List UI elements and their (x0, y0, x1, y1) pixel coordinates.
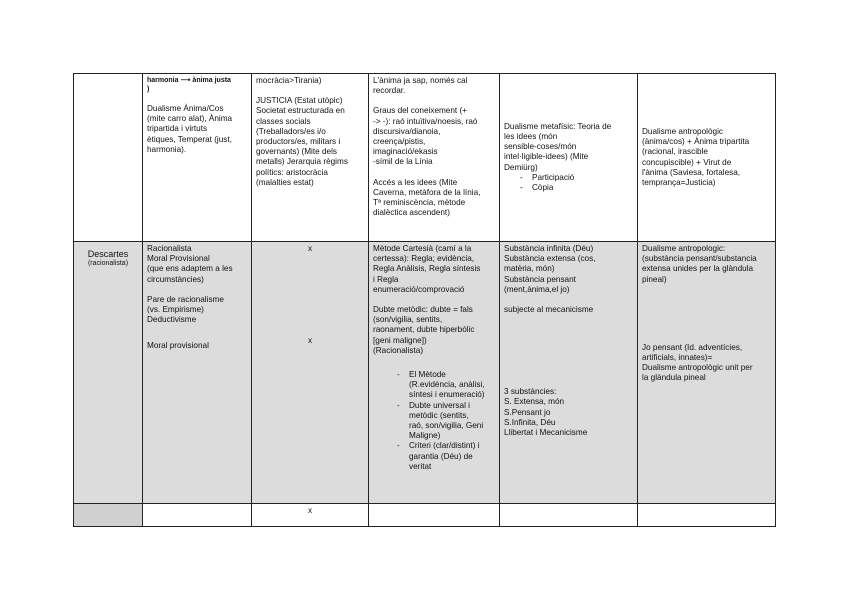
cell-reality (500, 74, 638, 242)
list-item: - Participació (518, 173, 633, 183)
cell-politics-mark: x (307, 336, 313, 346)
cell-ethics-p1: Racionalista Moral Provisional (que ens adaptem a les circumstàncies) (147, 244, 233, 284)
cell-knowledge-p3: Accés a les idees (Mite Caverna, metàfora de la línia, Tª reminiscència, mètode dialèctica ascendent) (373, 177, 481, 218)
author-cell-empty (74, 74, 143, 242)
table-row-plato (74, 74, 776, 242)
cell-empty (369, 504, 500, 527)
cell-politics-body: JUSTICIA (Estat utòpic) Societat estructurada en classes socials (Treballadors/es i/o productors/es, militars i governants) (Mite dels metalls) Jerarquia règims polítics: aristocràcia (malalties estat) (256, 96, 348, 187)
cell-anthropology (638, 74, 776, 242)
philosophy-summary-table (73, 73, 776, 527)
cell-knowledge-p1: L'ànima ja sap, només cal recordar. (373, 76, 468, 96)
cell-knowledge-p2: Dubte metòdic: dubte = fals (son/vigilia, sentits, raonament, dubte hiperbòlic [geni maligne]) (Racionalista) (373, 305, 475, 355)
cell-reality (500, 242, 638, 504)
table-row-descartes (74, 242, 776, 504)
author-school: (racionalista) (87, 260, 129, 267)
cell-reality-p2: subjecte al mecanicisme (504, 305, 594, 315)
cell-politics-mark: x (307, 244, 313, 253)
cell-ethics (143, 74, 252, 242)
cell-ethics-top: harmonia ⟶ ànima justa ) (147, 77, 231, 93)
cell-politics (252, 504, 369, 527)
cell-ethics-p2: Pare de racionalisme (vs. Empirisme) Deductivisme (147, 294, 224, 325)
cell-ethics-p3: Moral provisional (147, 341, 209, 351)
cell-reality-p3: 3 substàncies: S. Extensa, món S.Pensant jo S.Infinita, Déu Llibertat i Mecanicisme (504, 387, 588, 438)
cell-politics-top: mocràcia>Tirania) (256, 76, 322, 85)
cell-knowledge (369, 242, 500, 504)
list-item: - El Mètode (R.evidència, anàlisi, síntesi i enumeració) (395, 370, 495, 401)
author-cell-descartes (74, 242, 143, 504)
cell-knowledge (369, 74, 500, 242)
list-item: - Dubte universal i metòdic (sentits, raó, son/vigilia, Geni Maligne) (395, 401, 495, 442)
cell-anthropology-p2: Jo pensant (Id. adventícies, artificials, innates)= Dualisme antropològic unit per la glàndula pineal (642, 342, 753, 383)
cell-reality-list (504, 173, 633, 193)
author-name: Descartes (87, 249, 129, 259)
cell-knowledge-list (373, 370, 495, 472)
cell-politics-mark: x (307, 506, 313, 515)
cell-politics (252, 74, 369, 242)
list-item: - Criteri (clar/distint) i garantia (Déu) de veritat (395, 441, 495, 472)
list-item: - Còpia (518, 183, 633, 193)
cell-anthropology-text: Dualisme antropològic (ànima/cos) + Ànima tripartita (racional, irascible concupiscible) + Virut de l'ànima (Saviesa, fortalesa, temprança=Justicia) (642, 126, 750, 187)
cell-reality-text: Dualisme metafísic: Teoria de les idees (món sensible-coses/món intel·ligible-idees) (Mite Demiürg) (504, 121, 612, 172)
cell-empty (500, 504, 638, 527)
cell-empty (143, 504, 252, 527)
cell-politics (252, 242, 369, 504)
author-cell-empty (74, 504, 143, 527)
cell-ethics-body: Dualisme Ànima/Cos (mite carro alat), Ànima tripartida i virtuts ètiques, Temperat (just, harmonia). (147, 104, 233, 154)
cell-knowledge-p2: Graus del coneixement (+ -> -): raó intuïtiva/noesis, raó discursiva/dianoia, creença/pistis, imaginació/ekasis -símil de la Línia (373, 106, 478, 167)
table-row-empty (74, 504, 776, 527)
cell-reality-p1: Substància infinita (Déu) Substància extensa (cos, matèria, món) Substància pensant (ment,ànima,el jo) (504, 244, 596, 294)
cell-anthropology-p1: Dualisme antropologic: (substància pensant/substancia extensa unides per la glàndula pineal) (642, 244, 757, 284)
cell-knowledge-p1: Mètode Cartesià (camí a la certessa): Regla; evidència, Regla Anàlisis, Regla síntesis i Regla enumeració/comprovació (373, 244, 481, 294)
cell-empty (638, 504, 776, 527)
cell-anthropology (638, 242, 776, 504)
cell-ethics (143, 242, 252, 504)
